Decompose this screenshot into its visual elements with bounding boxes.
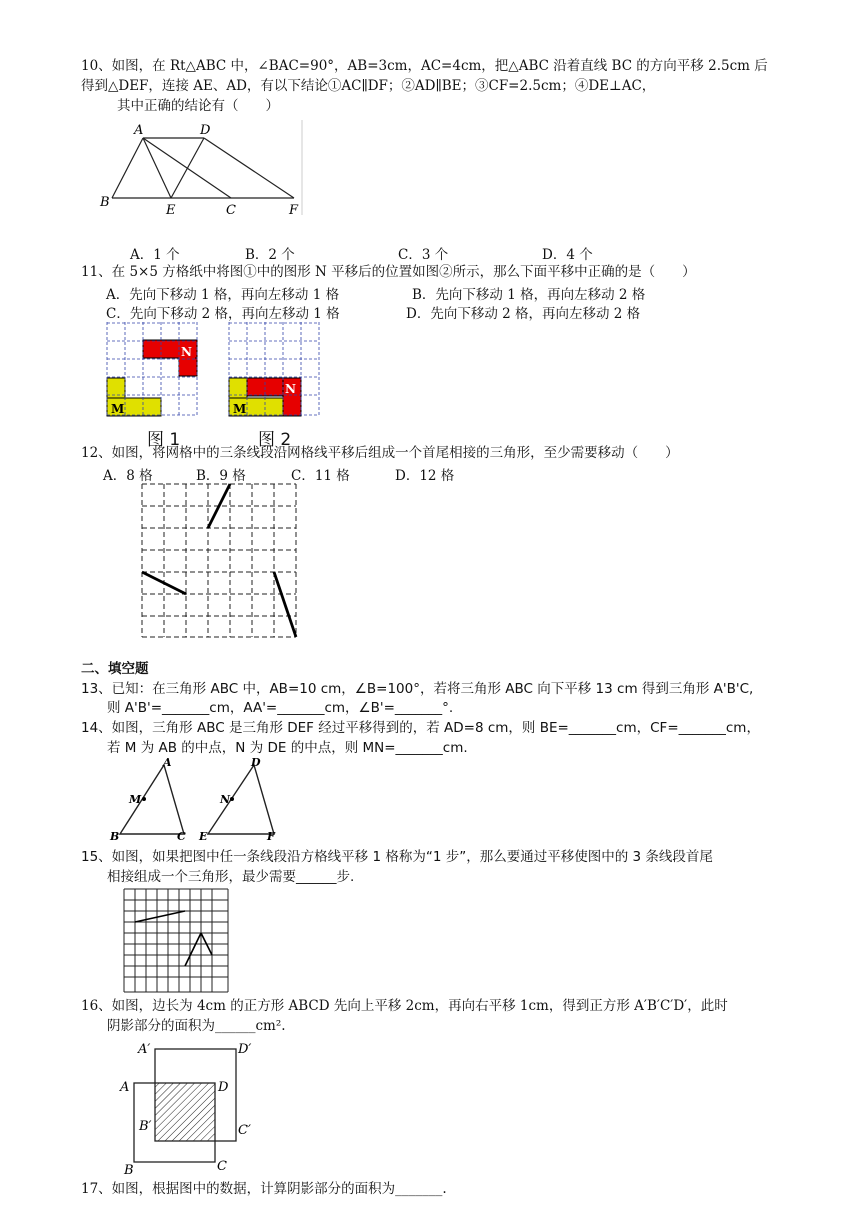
q14-label-e: E: [199, 830, 208, 843]
q10-option-c[interactable]: C．3 个: [398, 247, 449, 263]
section-title-fill-in: 二、填空题: [81, 661, 149, 677]
q11-caption-1: 图 1: [147, 430, 181, 450]
q10-label-d: D: [200, 123, 211, 138]
q11-fig2-label-m: M: [233, 402, 247, 416]
q14-line1: 14、如图，三角形 ABC 是三角形 DEF 经过平移得到的，若 AD=8 cm，则 BE=_______cm，CF=_______cm，: [81, 720, 760, 736]
q16-label-b: B: [124, 1163, 134, 1176]
q10-line1: 10、如图，在 Rt△ABC 中，∠BAC=90°，AB=3cm，AC=4cm，把△ABC 沿着直线 BC 的方向平移 2.5cm 后: [81, 58, 768, 74]
q16-label-d-prime: D′: [238, 1042, 252, 1057]
q11-option-d[interactable]: D．先向下移动 2 格，再向左移动 2 格: [406, 306, 641, 322]
q14-line2: 若 M 为 AB 的中点，N 为 DE 的中点，则 MN=_______cm.: [107, 740, 468, 756]
q14-figure: [104, 756, 292, 844]
q13-line2: 则 A'B'=_______cm，AA'=_______cm，∠B'=_______°.: [107, 700, 454, 716]
q15-line2: 相接组成一个三角形，最少需要______步.: [107, 869, 355, 885]
q11-fig2-label-n: N: [285, 382, 296, 396]
q11-option-c[interactable]: C．先向下移动 2 格，再向左移动 1 格: [106, 306, 340, 322]
q12-option-d[interactable]: D．12 格: [395, 468, 455, 484]
q16-label-c-prime: C′: [238, 1123, 251, 1138]
q11-fig1-label-m: M: [111, 402, 125, 416]
q10-label-f: F: [289, 203, 299, 218]
q10-option-a[interactable]: A．1 个: [130, 247, 180, 263]
q10-label-e: E: [166, 203, 176, 218]
q10-label-b: B: [100, 195, 110, 210]
q11-grid-figure-1: [106, 322, 198, 418]
q11-option-a[interactable]: A．先向下移动 1 格，再向左移动 1 格: [106, 287, 340, 303]
q14-label-c: C: [177, 830, 186, 843]
q16-label-c: C: [217, 1159, 227, 1174]
q11-caption-2: 图 2: [258, 430, 292, 450]
q14-label-m: M: [129, 793, 142, 806]
q16-line2: 阴影部分的面积为______cm².: [107, 1018, 286, 1034]
q12-grid-figure: [140, 482, 300, 640]
q17-line1: 17、如图，根据图中的数据，计算阴影部分的面积为_______.: [81, 1181, 447, 1197]
q12-option-c[interactable]: C．11 格: [291, 468, 350, 484]
q11-option-b[interactable]: B．先向下移动 1 格，再向左移动 2 格: [412, 287, 646, 303]
q15-grid-figure: [122, 887, 232, 995]
q12-stem: 12、如图，将网格中的三条线段沿网格线平移后组成一个首尾相接的三角形，至少需要移动（ ）: [81, 445, 679, 461]
q14-label-f: F: [267, 830, 275, 843]
q14-label-b: B: [110, 830, 120, 843]
q10-option-d[interactable]: D．4 个: [542, 247, 593, 263]
q15-line1: 15、如图，如果把图中任一条线段沿方格线平移 1 格称为“1 步”，那么要通过平移使图中的 3 条线段首尾: [81, 849, 713, 865]
q11-grid-figure-2: [228, 322, 320, 418]
q10-figure: [98, 120, 304, 218]
q10-label-c: C: [226, 203, 236, 218]
q16-label-a: A: [120, 1080, 130, 1095]
q14-label-a: A: [163, 756, 172, 769]
q16-line1: 16、如图，边长为 4cm 的正方形 ABCD 先向上平移 2cm，再向右平移 1cm，得到正方形 A′B′C′D′，此时: [81, 998, 728, 1014]
q16-label-d: D: [218, 1080, 229, 1095]
q16-label-a-prime: A′: [138, 1042, 151, 1057]
q11-fig1-label-n: N: [181, 345, 192, 359]
q10-line3: 其中正确的结论有（ ）: [117, 98, 279, 114]
q13-line1: 13、已知：在三角形 ABC 中，AB=10 cm，∠B=100°，若将三角形 ABC 向下平移 13 cm 得到三角形 A'B'C,: [81, 681, 754, 697]
q12-option-b[interactable]: B．9 格: [196, 468, 246, 484]
q10-label-a: A: [134, 123, 144, 138]
q11-stem: 11、在 5×5 方格纸中将图①中的图形 N 平移后的位置如图②所示，那么下面平移中正确的是（ ）: [81, 264, 696, 280]
q14-label-n: N: [220, 793, 231, 806]
q14-label-d: D: [251, 756, 261, 769]
q16-figure: [112, 1038, 262, 1176]
q10-option-b[interactable]: B．2 个: [245, 247, 295, 263]
q10-line2: 得到△DEF，连接 AE、AD，有以下结论①AC∥DF；②AD∥BE；③CF=2.5cm；④DE⊥AC，: [81, 78, 656, 94]
q16-label-b-prime: B′: [139, 1119, 152, 1134]
q12-option-a[interactable]: A．8 格: [103, 468, 153, 484]
